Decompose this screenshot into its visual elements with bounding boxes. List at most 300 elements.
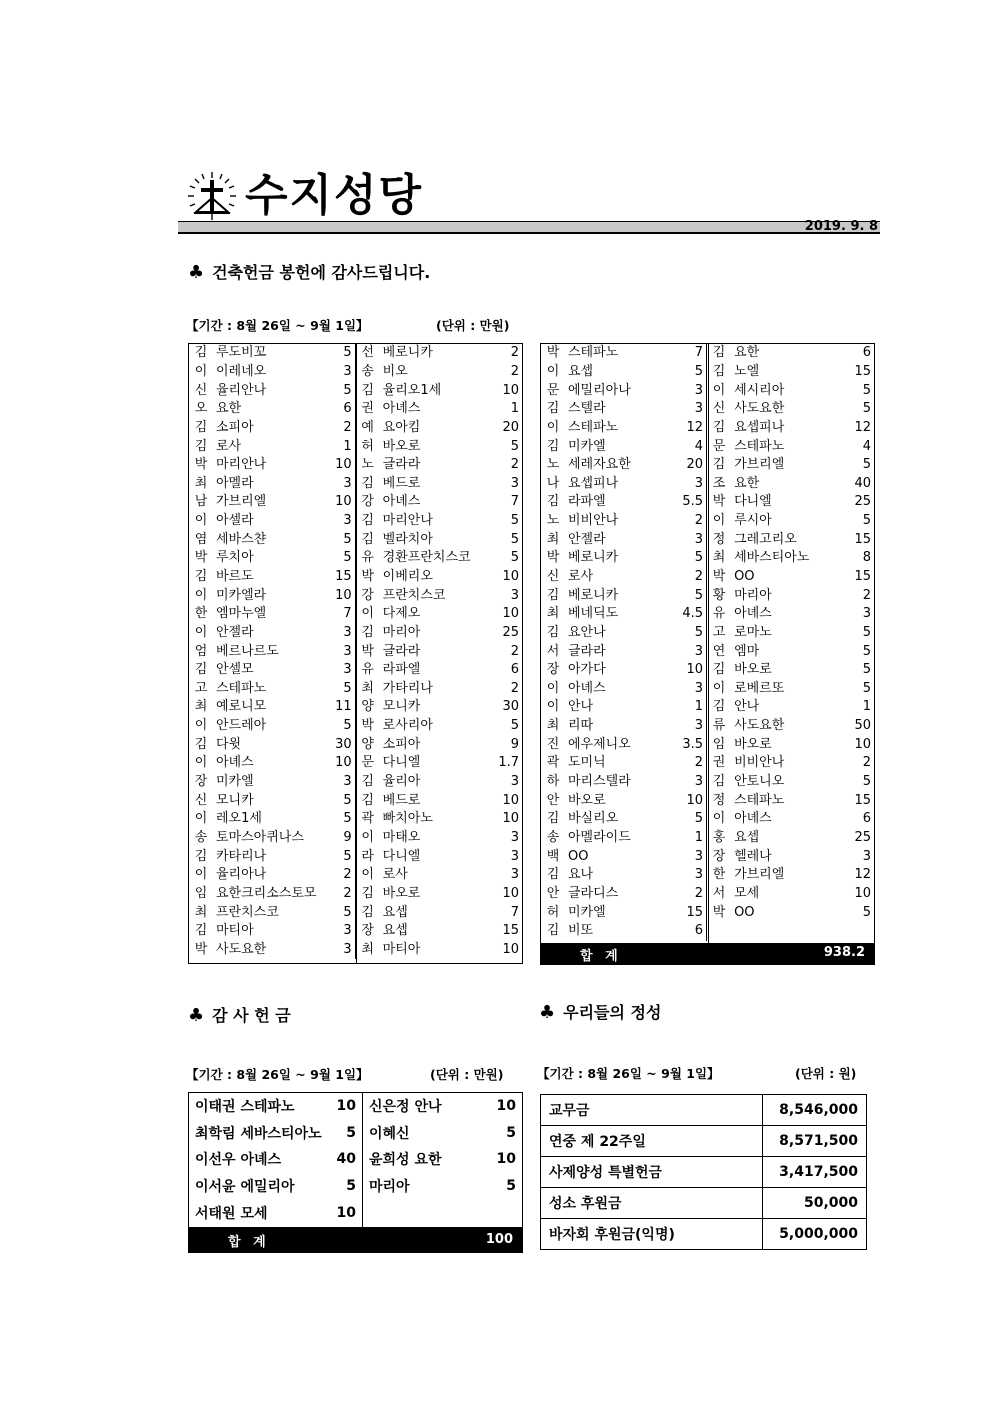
donor-amount: 2 bbox=[319, 866, 355, 885]
donor-name: 마태오 bbox=[382, 829, 421, 845]
offering-amount: 3,417,500 bbox=[763, 1157, 867, 1188]
donor-amount: 10 bbox=[319, 586, 355, 605]
donor-name: 경환프란치스코 bbox=[382, 550, 471, 566]
donor-row bbox=[189, 810, 522, 829]
donor-surname: 연 bbox=[712, 643, 726, 659]
donor-name: 로베르또 bbox=[734, 680, 785, 696]
donor-amount: 10 bbox=[502, 569, 519, 584]
donor-surname: 이 bbox=[194, 811, 208, 827]
donor-surname: 이 bbox=[194, 718, 208, 734]
donor-name: 사도요한 bbox=[734, 401, 785, 417]
donor-row bbox=[541, 419, 874, 438]
donor-row bbox=[541, 568, 874, 587]
donor-surname: 송 bbox=[361, 363, 374, 379]
donor-row bbox=[189, 530, 522, 549]
building-unit: (단위 : 만원) bbox=[436, 318, 510, 333]
donor-surname: 김 bbox=[361, 792, 374, 808]
donor-amount: 3 bbox=[656, 717, 707, 736]
donor-surname: 박 bbox=[361, 718, 374, 734]
donor-amount: 3 bbox=[319, 642, 355, 661]
offering-amount: 8,546,000 bbox=[763, 1095, 867, 1126]
donor-name: 요한 bbox=[734, 475, 760, 491]
thanks-amount: 10 bbox=[336, 1098, 356, 1115]
donor-name: 세바스티아노 bbox=[734, 550, 810, 566]
donor-name: 헬레나 bbox=[734, 848, 772, 864]
donor-name: 가타리나 bbox=[382, 680, 433, 696]
donor-name: 로사 bbox=[216, 438, 242, 454]
offering-row bbox=[541, 1219, 867, 1250]
thanks-amount: 5 bbox=[346, 1124, 356, 1141]
donor-amount: 25 bbox=[854, 829, 871, 845]
donor-name: 모니카 bbox=[382, 699, 421, 715]
donor-amount: 3 bbox=[656, 773, 707, 792]
donor-amount: 3 bbox=[510, 774, 519, 790]
donor-surname: 김 bbox=[194, 345, 208, 361]
donor-surname: 장 bbox=[546, 662, 560, 678]
thanks-period: 【기간 : 8월 26일 ~ 9월 1일】 bbox=[186, 1067, 369, 1082]
donor-name: 스테파노 bbox=[734, 792, 785, 808]
donor-amount: 5 bbox=[862, 457, 871, 473]
donor-amount: 5 bbox=[319, 847, 355, 866]
donor-surname: 장 bbox=[361, 923, 374, 939]
donor-name: 요셉 bbox=[734, 829, 760, 845]
donor-surname: 이 bbox=[546, 363, 560, 379]
donor-surname: 김 bbox=[712, 699, 726, 715]
donor-surname: 고 bbox=[194, 680, 208, 696]
thanks-total-value: 100 bbox=[485, 1232, 513, 1247]
donor-name: 아셀라 bbox=[216, 513, 254, 529]
donor-amount: 10 bbox=[502, 606, 519, 622]
donor-surname: 김 bbox=[194, 419, 208, 435]
donor-name: 마리안나 bbox=[382, 513, 433, 529]
donor-name: 마티아 bbox=[216, 923, 254, 939]
donor-amount: 2 bbox=[510, 457, 519, 473]
donor-amount: 5 bbox=[319, 791, 355, 810]
donor-surname: 조 bbox=[712, 475, 726, 491]
donor-amount: 10 bbox=[502, 382, 519, 398]
building-fund-heading: ♣ 건축헌금 봉헌에 감사드립니다. bbox=[188, 262, 431, 283]
donor-name: OO bbox=[734, 904, 755, 920]
donor-surname: 김 bbox=[361, 624, 374, 640]
offering-label: 연중 제 22주일 bbox=[541, 1126, 763, 1157]
donor-name bbox=[731, 922, 832, 941]
donor-amount: 1 bbox=[656, 698, 707, 717]
donor-name: 가브리엘 bbox=[734, 867, 785, 883]
donor-surname: 안 bbox=[546, 885, 560, 901]
donor-row bbox=[541, 717, 874, 736]
donor-amount: 5 bbox=[656, 810, 707, 829]
donor-surname: 김 bbox=[361, 774, 374, 790]
donor-amount: 5 bbox=[510, 718, 519, 734]
donor-row bbox=[541, 735, 874, 754]
donor-surname: 서 bbox=[712, 885, 726, 901]
donor-name: 미카엘 bbox=[568, 438, 606, 454]
donor-name: 마리아 bbox=[734, 587, 772, 603]
donor-name: 바오로 bbox=[734, 736, 772, 752]
donor-amount: 5 bbox=[319, 381, 355, 400]
donor-amount: 15 bbox=[854, 363, 871, 379]
donor-amount: 3 bbox=[656, 530, 707, 549]
donor-row bbox=[189, 512, 522, 531]
donor-amount: 3 bbox=[656, 866, 707, 885]
donor-amount: 2 bbox=[510, 363, 519, 379]
thanks-row bbox=[189, 1093, 362, 1120]
donor-amount: 2 bbox=[656, 754, 707, 773]
donor-row bbox=[541, 903, 874, 922]
donor-amount: 5 bbox=[862, 904, 871, 920]
donor-row bbox=[189, 680, 522, 699]
donor-row bbox=[189, 568, 522, 587]
donor-surname: 이 bbox=[546, 419, 560, 435]
donor-surname: 박 bbox=[361, 569, 374, 584]
donor-amount: 7 bbox=[319, 605, 355, 624]
donor-row bbox=[541, 661, 874, 680]
donor-amount: 5 bbox=[319, 903, 355, 922]
donor-name: 미카엘 bbox=[568, 904, 606, 920]
donor-row bbox=[189, 941, 522, 960]
donor-amount: 1.7 bbox=[498, 755, 519, 771]
donor-amount: 30 bbox=[319, 735, 355, 754]
donor-row bbox=[189, 586, 522, 605]
donor-row bbox=[189, 847, 522, 866]
donor-surname: 신 bbox=[194, 382, 208, 398]
thanks-row bbox=[363, 1120, 522, 1147]
thanks-donor: 이혜신 bbox=[369, 1125, 410, 1142]
donor-amount: 40 bbox=[854, 475, 871, 491]
donor-amount bbox=[832, 922, 874, 941]
donor-row bbox=[541, 810, 874, 829]
donor-amount: 50 bbox=[854, 718, 871, 734]
offering-row bbox=[541, 1095, 867, 1126]
donor-amount: 15 bbox=[854, 531, 871, 547]
donor-surname: 김 bbox=[546, 624, 560, 640]
donor-amount: 1 bbox=[319, 437, 355, 456]
donor-surname: 김 bbox=[546, 587, 560, 603]
donor-surname: 나 bbox=[546, 475, 560, 491]
donor-row bbox=[189, 698, 522, 717]
donor-surname: 한 bbox=[194, 606, 208, 622]
offering-row bbox=[541, 1188, 867, 1219]
thanks-donor: 이서윤 에밀리아 bbox=[195, 1179, 295, 1196]
thanks-row bbox=[363, 1146, 522, 1173]
donor-amount: 10 bbox=[502, 792, 519, 808]
donor-surname: 김 bbox=[546, 923, 560, 939]
donor-amount: 5 bbox=[319, 717, 355, 736]
donor-name: 바르도 bbox=[216, 569, 254, 584]
donor-name: 율리안나 bbox=[216, 382, 267, 398]
donor-amount: 5 bbox=[656, 549, 707, 568]
donor-name: 엠마 bbox=[734, 643, 760, 659]
donor-row bbox=[189, 773, 522, 792]
donor-surname: 안 bbox=[546, 792, 560, 808]
donor-amount: 5 bbox=[510, 513, 519, 529]
donor-amount: 2 bbox=[656, 885, 707, 904]
donor-surname: 이 bbox=[712, 680, 726, 696]
donor-name: 소피아 bbox=[216, 419, 254, 435]
donor-amount: 1 bbox=[656, 829, 707, 848]
donor-amount: 9 bbox=[319, 829, 355, 848]
building-table-right bbox=[541, 344, 874, 941]
offerings-heading: ♣ 우리들의 정성 bbox=[539, 1002, 662, 1023]
donor-name: 안드레아 bbox=[216, 718, 267, 734]
donor-surname: 박 bbox=[194, 457, 208, 473]
donor-surname: 강 bbox=[361, 587, 374, 603]
donor-amount: 3 bbox=[510, 848, 519, 864]
donor-name: 아녜스 bbox=[216, 755, 254, 771]
donor-surname: 김 bbox=[712, 457, 726, 473]
donor-name: 스텔라 bbox=[568, 401, 606, 417]
donor-name: 요셉 bbox=[382, 904, 408, 920]
donor-surname: 허 bbox=[546, 904, 560, 920]
donor-surname: 박 bbox=[712, 494, 726, 510]
donor-surname: 류 bbox=[712, 718, 726, 734]
donor-name: 에밀리아나 bbox=[568, 382, 631, 398]
donor-name: 율리아 bbox=[382, 774, 421, 790]
donor-name: 토마스아퀴나스 bbox=[216, 829, 304, 845]
donor-amount: 10 bbox=[319, 456, 355, 475]
donor-surname: 최 bbox=[194, 475, 208, 491]
bulletin-date: 2019. 9. 8 bbox=[804, 219, 878, 234]
donor-surname: 문 bbox=[361, 755, 374, 771]
thanks-row bbox=[189, 1173, 362, 1200]
donor-surname: 허 bbox=[361, 438, 374, 454]
donor-row bbox=[189, 549, 522, 568]
thanks-donor: 서태원 모세 bbox=[195, 1205, 268, 1222]
thanks-donor: 최학림 세바스티아노 bbox=[195, 1125, 322, 1142]
offering-label: 사제양성 특별헌금 bbox=[541, 1157, 763, 1188]
donor-surname: 박 bbox=[546, 550, 560, 566]
donor-surname: 최 bbox=[194, 699, 208, 715]
donor-row bbox=[189, 493, 522, 512]
donor-name: 로사 bbox=[568, 569, 594, 584]
donor-amount: 3.5 bbox=[656, 735, 707, 754]
donor-amount: 15 bbox=[854, 792, 871, 808]
donor-surname: 엄 bbox=[194, 643, 208, 659]
donor-surname: 한 bbox=[712, 867, 726, 883]
donor-amount: 5 bbox=[862, 643, 871, 659]
donor-amount: 3 bbox=[656, 847, 707, 866]
building-total-bar bbox=[540, 943, 875, 965]
donor-surname: 유 bbox=[361, 550, 374, 566]
thanks-donor: 이태권 스테파노 bbox=[195, 1099, 295, 1116]
offering-label: 성소 후원금 bbox=[541, 1188, 763, 1219]
offering-row bbox=[541, 1157, 867, 1188]
donor-name: 다니엘 bbox=[382, 848, 421, 864]
offering-label: 바자회 후원금(익명) bbox=[541, 1219, 763, 1250]
donor-row bbox=[189, 829, 522, 848]
donor-surname: 김 bbox=[361, 513, 374, 529]
donor-row bbox=[189, 381, 522, 400]
donor-row bbox=[189, 456, 522, 475]
donor-amount: 7 bbox=[510, 494, 519, 510]
donor-name: 요아킴 bbox=[382, 419, 421, 435]
donor-surname: 장 bbox=[194, 774, 208, 790]
donor-amount: 10 bbox=[656, 791, 707, 810]
donor-amount: 2 bbox=[862, 587, 871, 603]
donor-name: 미카엘라 bbox=[216, 587, 267, 603]
donor-row bbox=[541, 791, 874, 810]
donor-name: 세레자요한 bbox=[568, 457, 631, 473]
donor-amount: 10 bbox=[502, 811, 519, 827]
donor-amount: 12 bbox=[854, 419, 871, 435]
donor-amount: 12 bbox=[854, 867, 871, 883]
donor-surname: 정 bbox=[712, 531, 726, 547]
donor-row bbox=[189, 903, 522, 922]
donor-name: 루치아 bbox=[216, 550, 254, 566]
offerings-table bbox=[540, 1094, 867, 1250]
donor-surname: 이 bbox=[546, 680, 560, 696]
donor-amount: 5 bbox=[862, 774, 871, 790]
donor-surname: 김 bbox=[361, 382, 374, 398]
donor-amount: 3 bbox=[319, 773, 355, 792]
donor-name: 도미닉 bbox=[568, 755, 606, 771]
donor-surname: 이 bbox=[194, 624, 208, 640]
thanks-amount: 5 bbox=[506, 1124, 516, 1141]
donor-row bbox=[541, 642, 874, 661]
donor-surname: 김 bbox=[712, 774, 726, 790]
donor-name: 가브리엘 bbox=[734, 457, 785, 473]
donor-surname: 장 bbox=[712, 848, 726, 864]
donor-amount: 10 bbox=[854, 736, 871, 752]
donor-name: 다니엘 bbox=[382, 755, 421, 771]
thanks-table-right bbox=[363, 1093, 522, 1199]
donor-name: 바오로 bbox=[734, 662, 772, 678]
thanks-amount: 5 bbox=[346, 1178, 356, 1195]
offering-row bbox=[541, 1126, 867, 1157]
donor-amount: 25 bbox=[854, 494, 871, 510]
donor-name: 에우제니오 bbox=[568, 736, 631, 752]
donor-amount: 8 bbox=[862, 550, 871, 566]
donor-amount: 1 bbox=[862, 699, 871, 715]
donor-surname: 이 bbox=[546, 699, 560, 715]
donor-name: 요셉 bbox=[568, 363, 594, 379]
donor-surname: 황 bbox=[712, 587, 726, 603]
donor-amount: 10 bbox=[319, 754, 355, 773]
donor-amount: 6 bbox=[510, 662, 519, 678]
donor-surname: 김 bbox=[194, 438, 208, 454]
donor-name: 스테파노 bbox=[216, 680, 267, 696]
donor-amount: 11 bbox=[319, 698, 355, 717]
donor-name: 바실리오 bbox=[568, 811, 619, 827]
donor-amount: 5 bbox=[862, 382, 871, 398]
donor-name: 안젤라 bbox=[216, 624, 254, 640]
donor-name: 모니카 bbox=[216, 792, 254, 808]
donor-surname bbox=[707, 922, 732, 941]
donor-row bbox=[189, 661, 522, 680]
donor-name: 벨라치아 bbox=[382, 531, 433, 547]
donor-surname: 노 bbox=[546, 513, 560, 529]
donor-amount: 12 bbox=[656, 419, 707, 438]
donor-amount: 3 bbox=[319, 941, 355, 960]
donor-row bbox=[541, 381, 874, 400]
donor-surname: 문 bbox=[712, 438, 726, 454]
donor-amount: 5 bbox=[510, 438, 519, 454]
thanks-amount: 10 bbox=[496, 1098, 516, 1115]
donor-surname: 김 bbox=[546, 867, 560, 883]
donor-name: 프란치스코 bbox=[216, 904, 279, 920]
building-period: 【기간 : 8월 26일 ~ 9월 1일】 bbox=[186, 318, 369, 333]
donor-amount: 2 bbox=[510, 643, 519, 659]
donor-name: 세시리아 bbox=[734, 382, 785, 398]
donor-name: OO bbox=[568, 848, 589, 864]
donor-surname: 고 bbox=[712, 624, 726, 640]
donor-amount: 3 bbox=[656, 680, 707, 699]
donor-amount: 2 bbox=[656, 568, 707, 587]
donor-name: 예로니모 bbox=[216, 699, 267, 715]
donor-name: 그레고리오 bbox=[734, 531, 797, 547]
donor-name: 율리아나 bbox=[216, 867, 267, 883]
donor-name: 바오로 bbox=[568, 792, 606, 808]
donor-surname: 임 bbox=[712, 736, 726, 752]
donor-surname: 박 bbox=[361, 643, 374, 659]
donor-row bbox=[541, 400, 874, 419]
donor-name: 마티아 bbox=[382, 941, 421, 957]
donor-surname: 양 bbox=[361, 736, 374, 752]
donor-name: 가브리엘 bbox=[216, 494, 267, 510]
donor-name: 글라라 bbox=[382, 457, 421, 473]
donor-amount: 5 bbox=[862, 513, 871, 529]
donor-amount: 3 bbox=[319, 474, 355, 493]
donor-row bbox=[541, 680, 874, 699]
donor-amount: 3 bbox=[656, 381, 707, 400]
donor-surname: 최 bbox=[546, 606, 560, 622]
donor-name: 다윗 bbox=[216, 736, 242, 752]
donor-amount: 5 bbox=[862, 401, 871, 417]
donor-name: 아녜스 bbox=[382, 494, 421, 510]
donor-name: 마리아 bbox=[382, 624, 421, 640]
donor-surname: 곽 bbox=[546, 755, 560, 771]
donor-surname: 김 bbox=[194, 736, 208, 752]
donor-amount: 3 bbox=[319, 922, 355, 941]
donor-name: 다니엘 bbox=[734, 494, 772, 510]
donor-surname: 신 bbox=[712, 401, 726, 417]
donor-amount: 10 bbox=[502, 941, 519, 957]
donor-surname: 임 bbox=[194, 885, 208, 901]
donor-name: 소피아 bbox=[382, 736, 421, 752]
donor-amount: 2 bbox=[319, 419, 355, 438]
donor-surname: 이 bbox=[712, 811, 726, 827]
donor-name: 바오로 bbox=[382, 885, 421, 901]
donor-name: 사도요한 bbox=[216, 941, 267, 957]
donor-amount: 10 bbox=[656, 661, 707, 680]
donor-name: 사도요한 bbox=[734, 718, 785, 734]
donor-name: 글라디스 bbox=[568, 885, 619, 901]
donor-row bbox=[541, 624, 874, 643]
donor-name: 요한 bbox=[216, 401, 242, 417]
donor-surname: 유 bbox=[712, 606, 726, 622]
donor-amount: 6 bbox=[319, 400, 355, 419]
donor-row bbox=[189, 642, 522, 661]
donor-amount: 3 bbox=[510, 587, 519, 603]
donor-amount: 5 bbox=[862, 662, 871, 678]
club-icon: ♣ bbox=[188, 262, 205, 283]
donor-row bbox=[189, 754, 522, 773]
donor-amount: 6 bbox=[862, 811, 871, 827]
donor-surname: 이 bbox=[194, 513, 208, 529]
donor-row bbox=[541, 829, 874, 848]
donor-amount: 2 bbox=[862, 755, 871, 771]
donor-name: 라파엘 bbox=[568, 494, 606, 510]
donor-surname: 김 bbox=[361, 531, 374, 547]
donor-amount: 3 bbox=[656, 400, 707, 419]
donor-surname: 권 bbox=[361, 401, 374, 417]
donor-name: 요셉피나 bbox=[568, 475, 619, 491]
donor-amount: 3 bbox=[319, 624, 355, 643]
donor-surname: 노 bbox=[546, 457, 560, 473]
thanks-donor: 윤희성 요한 bbox=[369, 1152, 442, 1169]
donor-amount: 5 bbox=[656, 624, 707, 643]
donor-name: 로사리아 bbox=[382, 718, 433, 734]
